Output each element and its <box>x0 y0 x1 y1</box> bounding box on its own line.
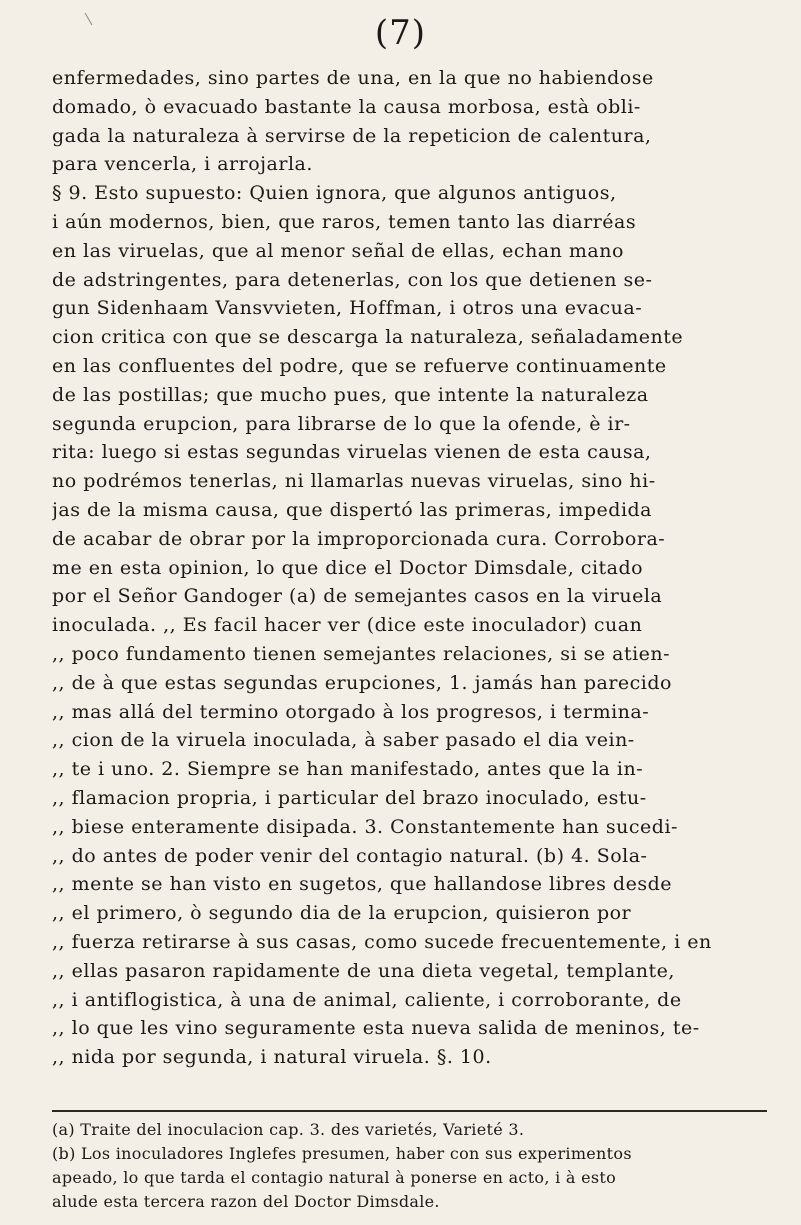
text-line: ,, fuerza retirarse à sus casas, como sucede frecuentemente, i en <box>52 930 712 953</box>
text-line: i aún modernos, bien, que raros, temen tanto las diarréas <box>52 210 637 233</box>
text-line: de las postillas; que mucho pues, que intente la naturaleza <box>52 383 649 406</box>
text-line: de acabar de obrar por la improporcionada cura. Corrobora- <box>52 527 666 550</box>
body-text <box>52 64 767 1072</box>
text-line: de adstringentes, para detenerlas, con los que detienen se- <box>52 268 653 291</box>
text-line: ,, poco fundamento tienen semejantes relaciones, si se atien- <box>52 642 671 665</box>
footnote-line: alude esta tercera razon del Doctor Dimsdale. <box>52 1192 440 1211</box>
text-line: ,, lo que les vino seguramente esta nueva salida de meninos, te- <box>52 1017 700 1040</box>
text-line: segunda erupcion, para librarse de lo que la ofende, è ir- <box>52 412 631 435</box>
text-line: ,, de à que estas segundas erupciones, 1. jamás han parecido <box>52 671 672 694</box>
text-line: me en esta opinion, lo que dice el Doctor Dimsdale, citado <box>52 556 644 579</box>
text-line: cion critica con que se descarga la naturaleza, señaladamente <box>52 326 684 349</box>
text-line: para vencerla, i arrojarla. <box>52 153 313 176</box>
footnote-divider <box>52 1110 767 1112</box>
text-line: ,, el primero, ò segundo dia de la erupcion, quisieron por <box>52 902 632 925</box>
text-line: ,, ellas pasaron rapidamente de una dieta vegetal, templante, <box>52 959 675 982</box>
text-line: gun Sidenhaam Vansvvieten, Hoffman, i otros una evacua- <box>52 297 643 320</box>
footnote-line: (a) Traite del inoculacion cap. 3. des varietés, Varieté 3. <box>52 1120 525 1139</box>
text-line: domado, ò evacuado bastante la causa morbosa, està obli- <box>52 95 641 118</box>
text-line: gada la naturaleza à servirse de la repeticion de calentura, <box>52 124 652 147</box>
text-line: ,, biese enteramente disipada. 3. Constantemente han sucedi- <box>52 815 678 838</box>
text-line: ,, flamacion propria, i particular del brazo inoculado, estu- <box>52 786 647 809</box>
text-line: en las confluentes del podre, que se refuerve continuamente <box>52 354 667 377</box>
text-line: inoculada. ,, Es facil hacer ver (dice este inoculador) cuan <box>52 614 643 637</box>
page-number: (7) <box>374 13 427 53</box>
text-line: ,, do antes de poder venir del contagio natural. (b) 4. Sola- <box>52 844 648 867</box>
text-line: enfermedades, sino partes de una, en la que no habiendose <box>52 67 654 89</box>
text-line: ,, mente se han visto en sugetos, que hallandose libres desde <box>52 873 673 896</box>
footnote-line: (b) Los inoculadores Inglefes presumen, haber con sus experimentos <box>52 1144 632 1163</box>
text-line: ,, mas allá del termino otorgado à los progresos, i termina- <box>52 700 650 723</box>
text-line: jas de la misma causa, que dispertó las primeras, impedida <box>52 498 653 521</box>
text-line: ,, te i uno. 2. Siempre se han manifestado, antes que la in- <box>52 758 644 781</box>
text-line: por el Señor Gandoger (a) de semejantes casos en la viruela <box>52 585 663 608</box>
text-line: ,, i antiflogistica, à una de animal, caliente, i corroborante, de <box>52 988 682 1011</box>
text-line: no podrémos tenerlas, ni llamarlas nuevas viruelas, sino hi- <box>52 470 656 493</box>
text-line: rita: luego si estas segundas viruelas vienen de esta causa, <box>52 441 652 464</box>
text-line: en las viruelas, que al menor señal de ellas, echan mano <box>52 239 624 262</box>
text-line: ,, nida por segunda, i natural viruela. §. 10. <box>52 1046 492 1069</box>
footnotes <box>52 1118 767 1214</box>
footnote-line: apeado, lo que tarda el contagio natural à ponerse en acto, i à esto <box>52 1168 617 1187</box>
text-line: ,, cion de la viruela inoculada, à saber pasado el dia vein- <box>52 729 635 752</box>
text-line: § 9. Esto supuesto: Quien ignora, que algunos antiguos, <box>52 182 617 205</box>
